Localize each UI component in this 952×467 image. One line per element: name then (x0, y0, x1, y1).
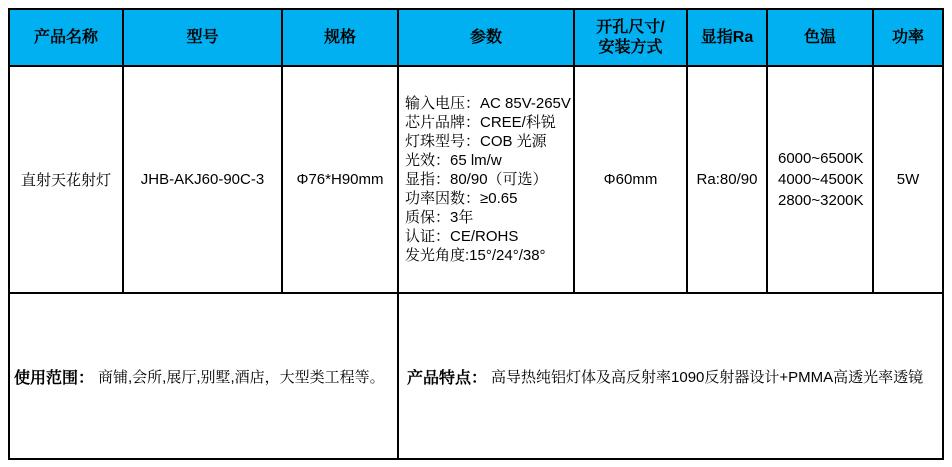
cell-cct (768, 67, 874, 294)
usage-range-label: 使用范围： (14, 369, 95, 387)
header-model: 型号 (124, 10, 283, 67)
cell-power: 5W (874, 67, 942, 294)
header-hole-size (575, 10, 688, 67)
cell-model: JHB-AKJ60-90C-3 (124, 67, 283, 294)
param-cri: 显指：80/90（可选） (405, 171, 548, 188)
header-product-name: 产品名称 (10, 10, 124, 67)
product-features-label: 产品特点： (407, 369, 488, 387)
cell-params (399, 67, 575, 294)
cct-option-3: 2800~3200K (778, 192, 864, 209)
param-led-type: 灯珠型号：COB 光源 (405, 133, 547, 150)
header-cct: 色温 (768, 10, 874, 67)
param-beam-angle: 发光角度:15°/24°/38° (405, 247, 546, 264)
cct-option-2: 4000~4500K (778, 171, 864, 188)
header-hole-size-line2: 安装方式 (598, 38, 663, 56)
header-params: 参数 (399, 10, 575, 67)
param-certification: 认证：CE/ROHS (405, 228, 519, 245)
param-efficacy: 光效：65 lm/w (405, 152, 502, 169)
param-chip-brand: 芯片品牌：CREE/科锐 (405, 114, 556, 131)
param-input-voltage: 输入电压：AC 85V-265V (405, 95, 571, 112)
cct-option-1: 6000~6500K (778, 150, 864, 167)
header-cri: 显指Ra (688, 10, 768, 67)
cell-hole-size: Φ60mm (575, 67, 688, 294)
header-power: 功率 (874, 10, 942, 67)
cell-product-features (399, 294, 942, 458)
cell-usage-range (10, 294, 399, 458)
header-hole-size-line1: 开孔尺寸/ (596, 18, 665, 36)
spec-table (8, 8, 944, 460)
header-spec: 规格 (283, 10, 399, 67)
usage-range-text: 商铺,会所,展厅,别墅,酒店，大型类工程等。 (98, 368, 385, 386)
cell-cri: Ra:80/90 (688, 67, 768, 294)
cell-product-name: 直射天花射灯 (10, 67, 124, 294)
param-warranty: 质保：3年 (405, 209, 474, 226)
param-power-factor: 功率因数：≥0.65 (405, 190, 518, 207)
cell-spec: Φ76*H90mm (283, 67, 399, 294)
product-features-text: 高导热纯铝灯体及高反射率1090反射器设计+PMMA高透光率透镜 (491, 368, 924, 386)
